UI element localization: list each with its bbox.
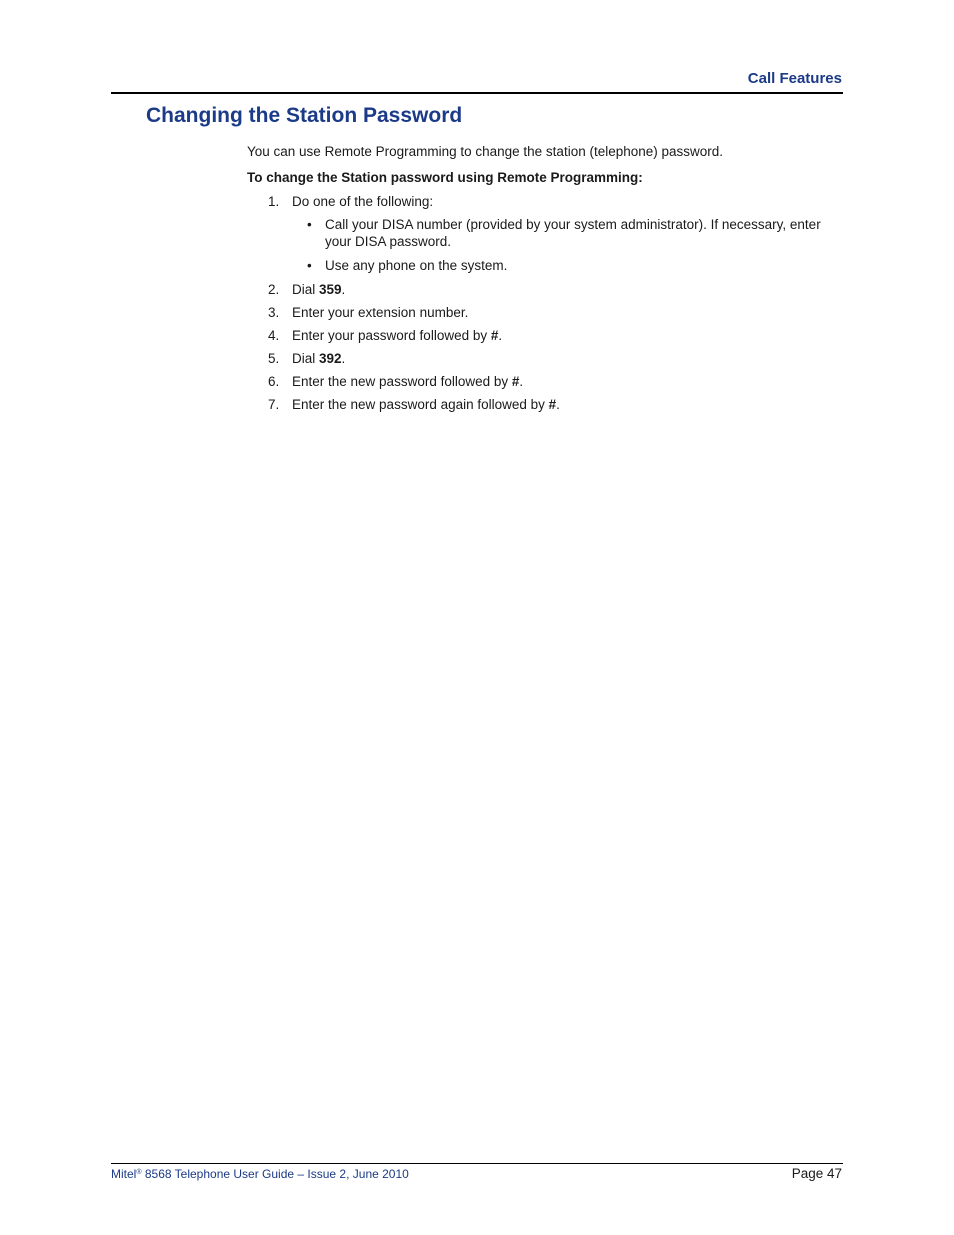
step-number: 6.: [268, 374, 280, 389]
step-4: [247, 327, 843, 344]
steps-list: [247, 193, 843, 413]
procedure-heading: To change the Station password using Remote Programming:: [247, 170, 643, 185]
step-7: [247, 396, 843, 413]
step-number: 7.: [268, 397, 280, 412]
step-punct: .: [341, 351, 346, 366]
step-number: 5.: [268, 351, 280, 366]
step-2: [247, 281, 843, 298]
step-text: Enter your extension number.: [292, 305, 469, 320]
step-3: [247, 304, 843, 321]
section-label: Call Features: [747, 70, 842, 87]
step-number: 2.: [268, 282, 280, 297]
step-code: #: [511, 374, 520, 389]
step-code: 359: [319, 282, 342, 297]
page-number: Page 47: [791, 1166, 842, 1181]
footer-rule: [111, 1163, 843, 1164]
step-text: Do one of the following:: [292, 194, 434, 209]
footer-guide-title: [111, 1167, 409, 1181]
step-6: [247, 373, 843, 390]
step-punct: .: [519, 374, 524, 389]
step-number: 1.: [268, 194, 280, 209]
sub-item: • Use any phone on the system.: [292, 257, 843, 274]
step-text: Dial: [292, 282, 320, 297]
step-text: Enter the new password again followed by: [292, 397, 549, 412]
page-title: Changing the Station Password: [146, 104, 463, 127]
sub-item: • Call your DISA number (provided by your system administrator). If necessary, enter your DISA password.: [292, 216, 843, 250]
step-code: 392: [319, 351, 342, 366]
step-5: [247, 350, 843, 367]
step-punct: .: [556, 397, 560, 412]
step-punct: .: [498, 328, 503, 343]
step-text: Dial: [292, 351, 320, 366]
footer-guide-text: 8568 Telephone User Guide – Issue 2, June 2010: [141, 1167, 409, 1181]
sub-list: [292, 216, 843, 274]
step-number: 4.: [268, 328, 280, 343]
step-code: #: [548, 397, 557, 412]
step-number: 3.: [268, 305, 280, 320]
step-text: Enter your password followed by: [292, 328, 491, 343]
content: [247, 143, 843, 419]
intro-paragraph: You can use Remote Programming to change the station (telephone) password.: [247, 144, 724, 159]
registered-mark: ®: [136, 1169, 142, 1176]
footer-brand: Mitel: [111, 1167, 137, 1181]
header-rule: [111, 92, 843, 94]
step-code: #: [490, 328, 499, 343]
step-text: Enter the new password followed by: [292, 374, 512, 389]
step-1: [247, 193, 843, 274]
step-punct: .: [341, 282, 346, 297]
